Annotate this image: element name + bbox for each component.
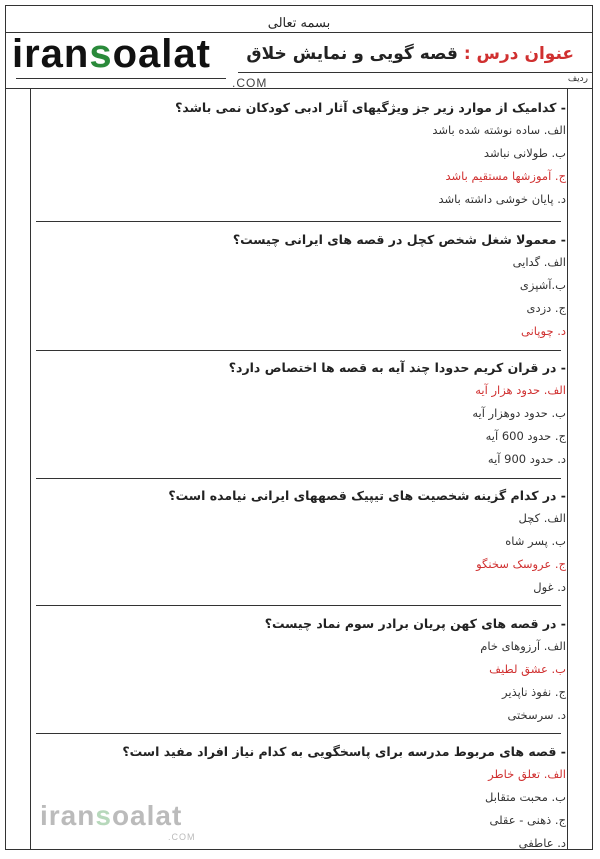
question-2 <box>36 232 570 347</box>
option: ب. محبت متقابل <box>485 790 566 804</box>
question-separator <box>36 733 561 734</box>
question-text: - در کدام گزینه شخصیت های تیپیک قصههای ایرانی نیامده است؟ <box>168 488 566 503</box>
option: ج. ذهنی - عقلی <box>489 813 566 827</box>
option: د. عاطفی <box>518 836 566 850</box>
option: ج. حدود 600 آیه <box>485 429 566 443</box>
question-separator <box>36 478 561 479</box>
lesson-title <box>246 44 574 64</box>
logo-text-2: oalat <box>112 32 211 76</box>
option-correct: الف. حدود هزار آیه <box>475 383 566 397</box>
title-divider <box>238 72 592 73</box>
option: د. سرسختی <box>507 708 566 722</box>
logo-dotcom: .COM <box>232 76 268 90</box>
option: ب. طولانی نباشد <box>483 146 566 160</box>
option-correct: ج. آموزشها مستقیم باشد <box>445 169 566 183</box>
option: الف. ساده نوشته شده باشد <box>432 123 566 137</box>
question-separator <box>36 350 561 351</box>
lesson-title-value: قصه گویی و نمایش خلاق <box>246 44 458 64</box>
option-correct: الف. تعلق خاطر <box>488 767 566 781</box>
question-separator <box>36 221 561 222</box>
logo-underline <box>16 78 226 79</box>
option: ج. نفوذ ناپذیر <box>502 685 566 699</box>
question-separator <box>36 605 561 606</box>
question-text: - قصه های مربوط مدرسه برای پاسخگویی به کدام نیاز افراد مفید است؟ <box>122 744 566 759</box>
option: ب. پسر شاه <box>505 534 566 548</box>
logo-text-s: s <box>89 32 113 76</box>
lesson-title-label: عنوان درس : <box>463 44 574 64</box>
option: الف. گدایی <box>512 255 566 269</box>
question-text: - معمولا شغل شخص کچل در قصه های ایرانی چیست؟ <box>232 232 566 247</box>
watermark-dotcom: .COM <box>168 832 196 842</box>
option: الف. آرزوهای خام <box>480 639 566 653</box>
question-1 <box>36 100 570 215</box>
option: د. پایان خوشی داشته باشد <box>438 192 566 206</box>
logo-text-1: iran <box>12 32 90 76</box>
watermark-text-2: oalat <box>111 800 183 831</box>
question-5 <box>36 616 570 731</box>
question-text: - کدامیک از موارد زیر جز ویژگیهای آثار ادبی کودکان نمی باشد؟ <box>175 100 566 115</box>
header <box>6 6 592 76</box>
option-correct: ب. عشق لطیف <box>489 662 566 676</box>
left-margin-line <box>30 88 31 849</box>
question-text: - در قران کریم حدودا چند آیه به قصه ها اختصاص دارد؟ <box>228 360 566 375</box>
option: د. حدود 900 آیه <box>487 452 566 466</box>
column-label-row: ردیف <box>567 74 588 84</box>
question-4 <box>36 488 570 603</box>
option: ب.آشپزی <box>519 278 566 292</box>
option-correct: ج. عروسک سخنگو <box>476 557 566 571</box>
option: ج. دزدی <box>526 301 566 315</box>
table-header-line <box>6 88 592 89</box>
option: الف. کچل <box>518 511 566 525</box>
bismillah-text: بسمه تعالی <box>267 16 331 31</box>
question-text: - در قصه های کهن پریان برادر سوم نماد چیست؟ <box>264 616 566 631</box>
site-logo <box>12 34 211 74</box>
option-correct: د. چوپانی <box>521 324 566 338</box>
option: د. غول <box>533 580 566 594</box>
watermark-text-s: s <box>95 800 112 831</box>
watermark-text-1: iran <box>40 800 96 831</box>
question-3 <box>36 360 570 475</box>
watermark-logo <box>40 800 182 832</box>
option: ب. حدود دوهزار آیه <box>472 406 566 420</box>
